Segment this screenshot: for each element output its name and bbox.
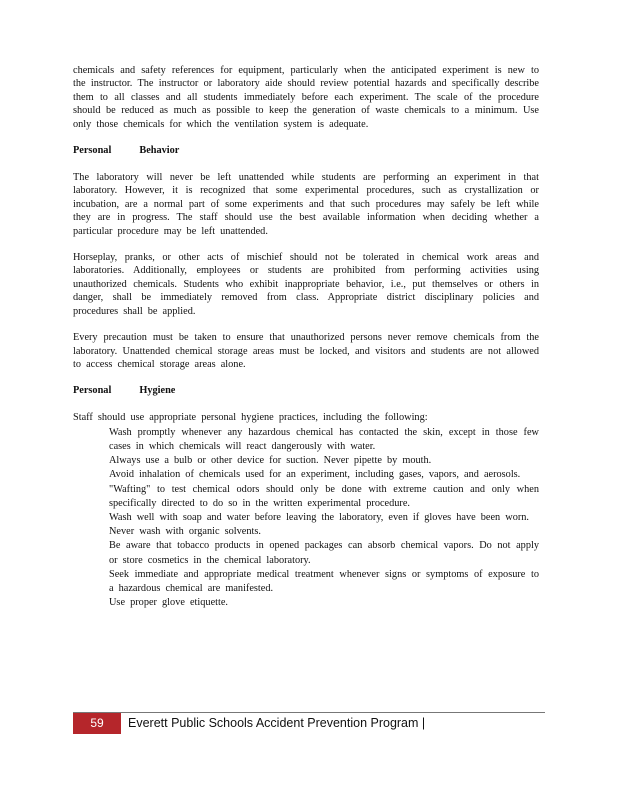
- list-item-text: Never wash with organic solvents.: [109, 526, 261, 538]
- footer-title: Everett Public Schools Accident Prevention Program |: [128, 716, 426, 730]
- hygiene-list: [73, 426, 539, 611]
- list-item-text: Be aware that tobacco products in opened packages can absorb chemical vapors. Do not apply or store cosmetics in the chemical laboratory.: [109, 540, 539, 566]
- list-item: [73, 539, 539, 567]
- heading-word: Hygiene: [139, 385, 176, 397]
- heading-word: Behavior: [139, 145, 180, 157]
- list-item-text: "Wafting" to test chemical odors should only be done with extreme caution and only when specifically directed to do so in the written experimental procedure.: [109, 483, 539, 509]
- page-content: [73, 64, 539, 610]
- list-item: [73, 483, 539, 511]
- list-item-text: Avoid inhalation of chemicals used for an experiment, including gases, vapors, and aerosols.: [109, 469, 521, 481]
- list-item-text: Wash promptly whenever any hazardous chemical has contacted the skin, except in those few cases in which chemicals will react dangerously with water.: [109, 426, 539, 452]
- hygiene-intro: Staff should use appropriate personal hygiene practices, including the following:: [73, 412, 428, 424]
- list-item: [73, 454, 539, 468]
- list-item: [73, 426, 539, 454]
- list-item-text: Seek immediate and appropriate medical treatment whenever signs or symptoms of exposure to a hazardous chemical are manifested.: [109, 568, 539, 594]
- section-heading-personal-behavior: [73, 144, 539, 157]
- heading-word: Personal: [73, 145, 112, 157]
- list-item: [73, 525, 539, 539]
- list-item-text: Wash well with soap and water before leaving the laboratory, even if gloves have been worn.: [109, 511, 529, 523]
- heading-word: Personal: [73, 385, 112, 397]
- list-item: [73, 468, 539, 482]
- list-item: [73, 596, 539, 610]
- page-number: 59: [73, 713, 121, 734]
- list-item-text: Always use a bulb or other device for suction. Never pipette by mouth.: [109, 455, 432, 467]
- body-paragraph: Horseplay, pranks, or other acts of mischief should not be tolerated in chemical work areas and laboratories. Additionally, employees or students are prohibited from performing activities using unauthorized chemicals. Students who exhibit inappropriate behavior, i.e., put themselves or others in danger, shall be immediately removed from class. Appropriate district disciplinary policies and procedures shall be applied.: [73, 252, 539, 317]
- list-item-text: Use proper glove etiquette.: [109, 597, 229, 609]
- page-footer: [73, 712, 545, 734]
- body-paragraph: Every precaution must be taken to ensure that unauthorized persons never remove chemicals from the laboratory. Unattended chemical storage areas must be locked, and visitors and students are not allowed to access chemical storage areas alone.: [73, 332, 539, 370]
- intro-paragraph: chemicals and safety references for equipment, particularly when the anticipated experiment is new to the instructor. The instructor or laboratory aide should review potential hazards and specifically describe them to all classes and all students immediately before each experiment. The scale of the procedure should be reduced as much as possible to keep the generation of waste chemicals to a minimum. Use only those chemicals for which the ventilation system is adequate.: [73, 65, 539, 130]
- section-heading-personal-hygiene: [73, 384, 539, 397]
- list-item: [73, 568, 539, 596]
- body-paragraph: The laboratory will never be left unattended while students are performing an experiment in that laboratory. However, it is recognized that some experimental procedures, such as crystallization or incubation, are a normal part of some experiments and that such procedures may safely be left while they are in progress. The staff should use the best available information when deciding whether a particular procedure may be left unattended.: [73, 172, 539, 237]
- list-item: [73, 511, 539, 525]
